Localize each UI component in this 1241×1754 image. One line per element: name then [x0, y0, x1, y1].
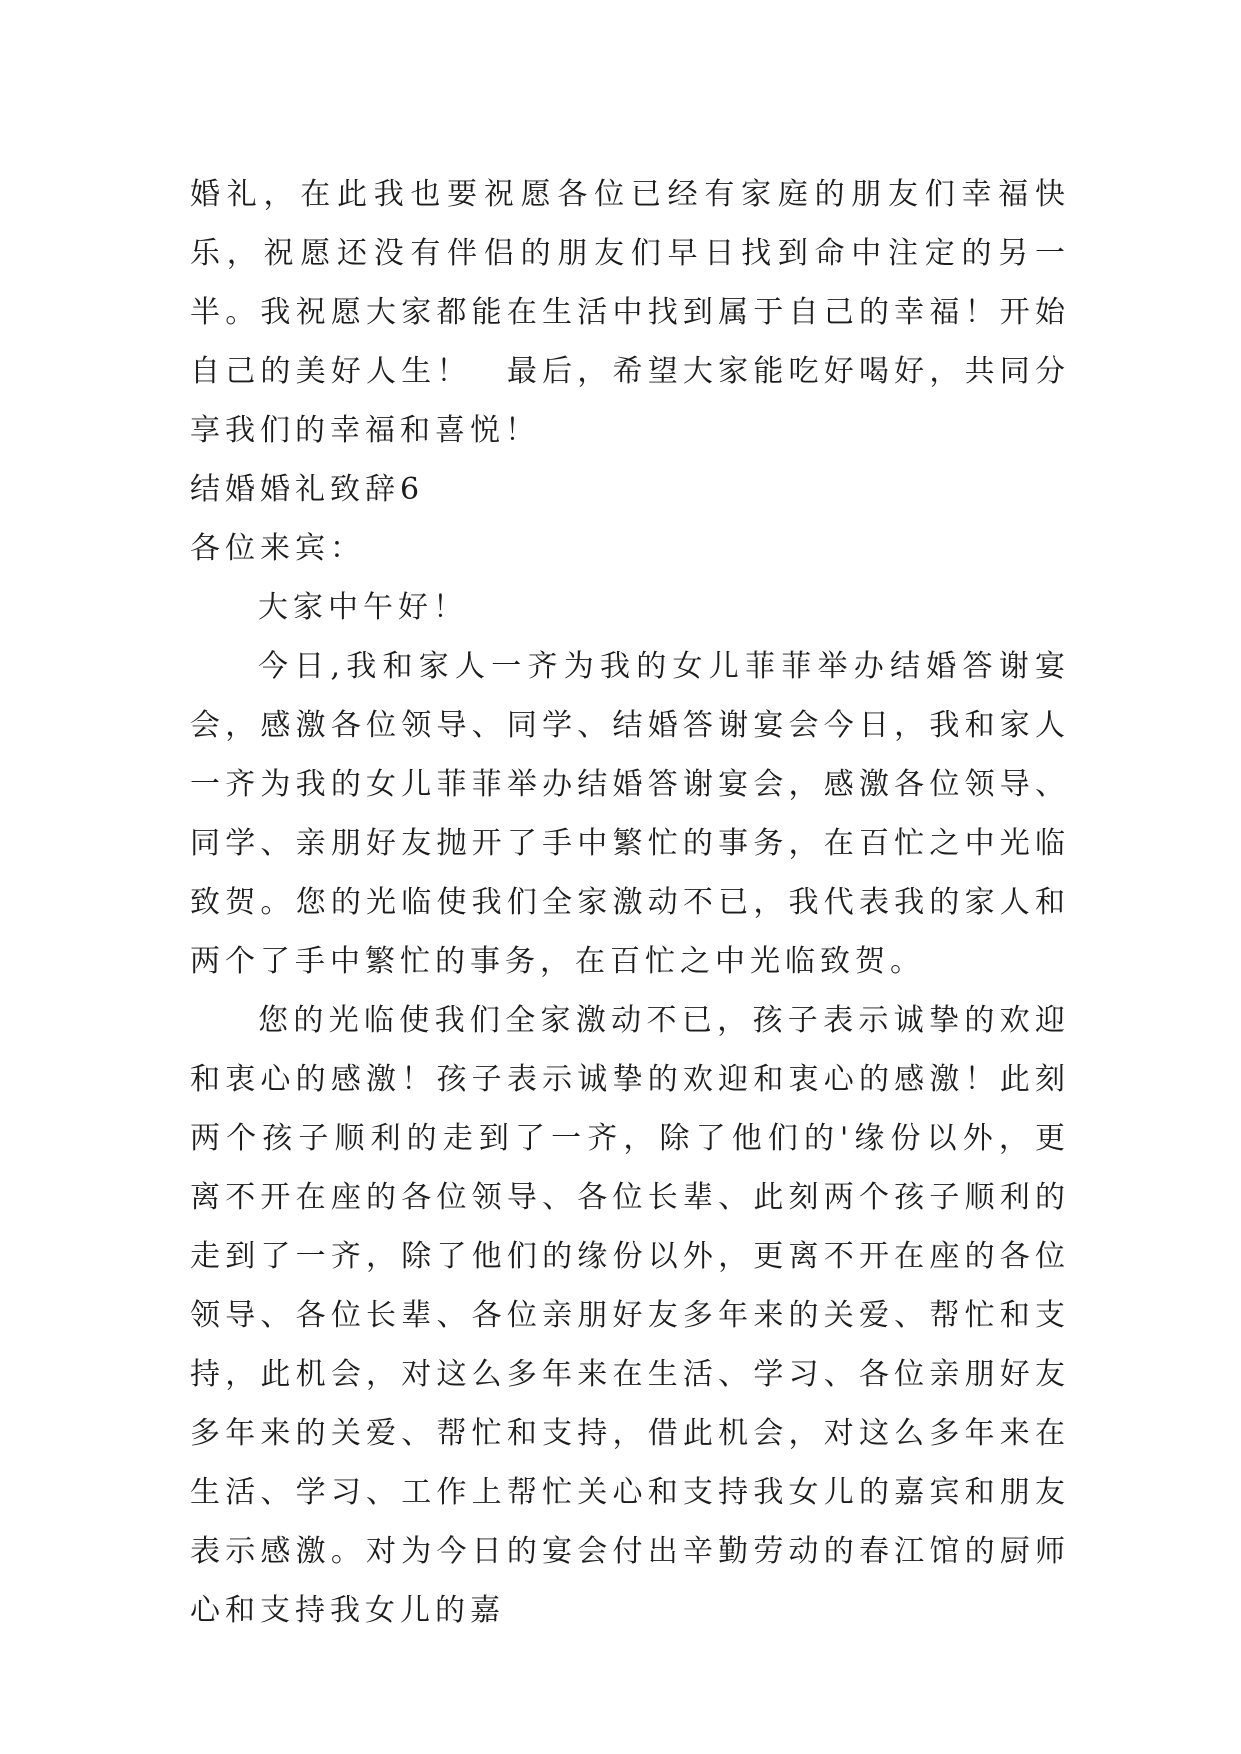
paragraph-gratitude: 您的光临使我们全家激动不已，孩子表示诚挚的欢迎和衷心的感激！孩子表示诚挚的欢迎和衷心的感激！此刻两个孩子顺利的走到了一齐，除了他们的'缘份以外，更离不开在座的各位领导、各位长辈、此刻两个孩子顺利的走到了一齐，除了他们的缘份以外，更离不开在座的各位领导、各位长辈、各位亲朋好友多年来的关爱、帮忙和支持，此机会，对这么多年来在生活、学习、各位亲朋好友多年来的关爱、帮忙和支持，借此机会，对这么多年来在生活、学习、工作上帮忙关心和支持我女儿的嘉宾和朋友表示感激。对为今日的宴会付出辛勤劳动的春江馆的厨师心和支持我女儿的嘉: [190, 1003, 1070, 1628]
greeting: 大家中午好！: [258, 590, 468, 625]
section-heading: 结婚婚礼致辞6: [190, 472, 425, 507]
paragraph-blessing: 婚礼，在此我也要祝愿各位已经有家庭的朋友们幸福快乐，祝愿还没有伴侣的朋友们早日找到命中注定的另一半。我祝愿大家都能在生活中找到属于自己的幸福！开始自己的美好人生！ 最后，希望大家能吃好喝好，共同分享我们的幸福和喜悦！: [190, 177, 1070, 448]
salutation: 各位来宾：: [190, 531, 365, 566]
paragraph-thanks: 今日,我和家人一齐为我的女儿菲菲举办结婚答谢宴会，感激各位领导、同学、结婚答谢宴会今日，我和家人一齐为我的女儿菲菲举办结婚答谢宴会，感激各位领导、同学、亲朋好友抛开了手中繁忙的事务，在百忙之中光临致贺。您的光临使我们全家激动不已，我代表我的家人和两个了手中繁忙的事务，在百忙之中光临致贺。: [190, 649, 1070, 979]
document-body: [190, 165, 1070, 1640]
